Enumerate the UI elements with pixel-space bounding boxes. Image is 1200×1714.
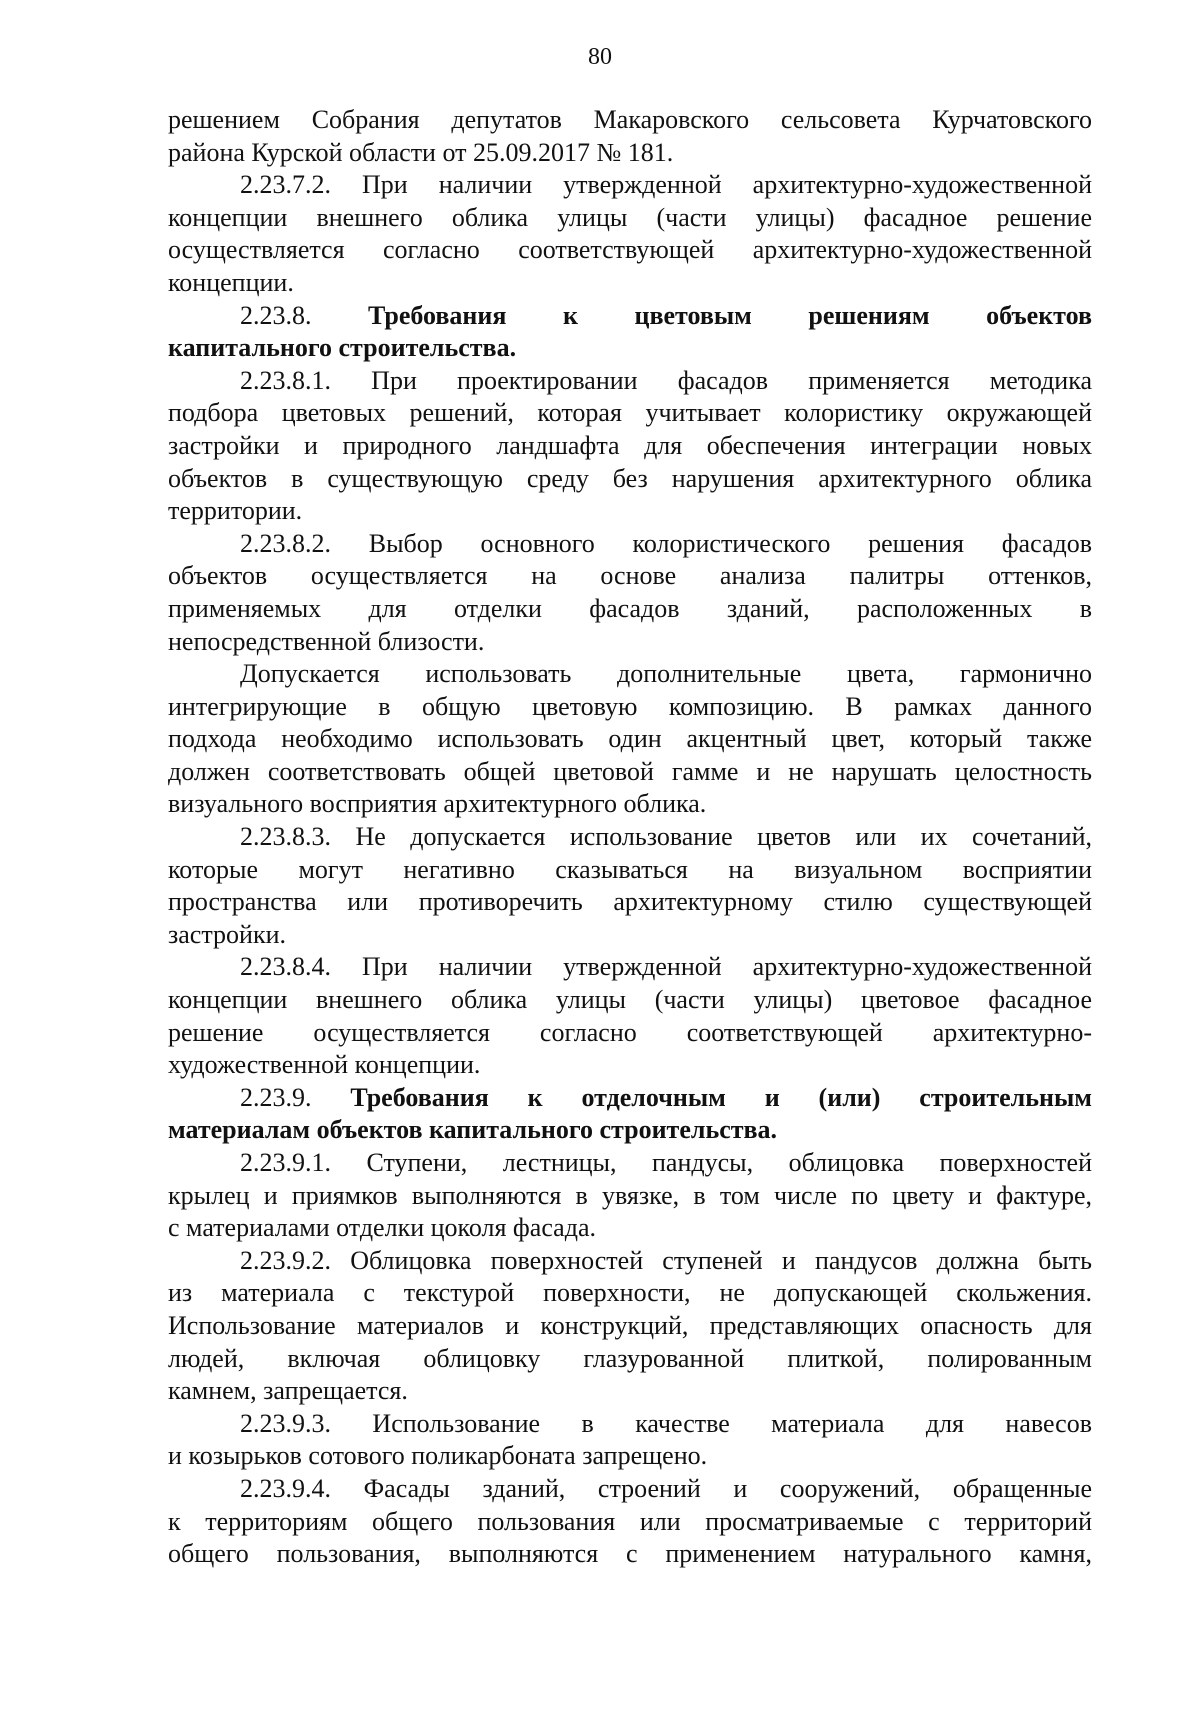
section-number: 2.23.8. (240, 300, 312, 330)
text-line (168, 300, 1092, 333)
section-number: 2.23.9. (240, 1082, 312, 1112)
text-line: осуществляется согласно соответствующей архитектурно-художественной (168, 235, 1092, 265)
text-line: объектов в существующую среду без нарушения архитектурного облика (168, 463, 1092, 493)
text-line: пространства или противоречить архитектурному стилю существующей (168, 887, 1092, 917)
text-line: непосредственной близости. (168, 626, 485, 656)
text-line: применяемых для отделки фасадов зданий, расположенных в (168, 593, 1092, 623)
text-line: 2.23.8.2. Выбор основного колористического решения фасадов (240, 528, 1092, 558)
text-line: подбора цветовых решений, которая учитывает колористику окружающей (168, 398, 1092, 428)
text-line: камнем, запрещается. (168, 1376, 408, 1406)
text-line: концепции внешнего облика улицы (части улицы) цветовое фасадное (168, 985, 1092, 1015)
text-line: и козырьков сотового поликарбоната запрещено. (168, 1441, 708, 1471)
text-line: Использование материалов и конструкций, представляющих опасность для (168, 1310, 1092, 1340)
text-line: крылец и приямков выполняются в увязке, в том числе по цвету и фактуре, (168, 1180, 1092, 1210)
text-line: людей, включая облицовку глазурованной плиткой, полированным (168, 1343, 1092, 1373)
text-line: визуального восприятия архитектурного облика. (168, 789, 707, 819)
text-line: застройки и природного ландшафта для обеспечения интеграции новых (168, 430, 1092, 460)
text-line: решением Собрания депутатов Макаровского сельсовета Курчатовского (168, 105, 1092, 134)
text-line: Допускается использовать дополнительные цвета, гармонично (240, 659, 1092, 689)
text-line: района Курской области от 25.09.2017 № 181. (168, 137, 674, 167)
text-line: должен соответствовать общей цветовой гамме и не нарушать целостность (168, 756, 1092, 786)
text-line: 2.23.7.2. При наличии утвержденной архитектурно-художественной (240, 170, 1092, 200)
text-line: интегрирующие в общую цветовую композицию. В рамках данного (168, 691, 1092, 721)
text-line: объектов осуществляется на основе анализа палитры оттенков, (168, 561, 1092, 591)
text-line: 2.23.8.1. При проектировании фасадов применяется методика (240, 365, 1092, 395)
text-line: подхода необходимо использовать один акцентный цвет, который также (168, 724, 1092, 754)
page-number: 80 (588, 44, 612, 70)
text-line: 2.23.9.4. Фасады зданий, строений и сооружений, обращенные (240, 1473, 1092, 1503)
text-line: из материала с текстурой поверхности, не допускающей скольжения. (168, 1278, 1092, 1308)
text-line: 2.23.8.3. Не допускается использование цветов или их сочетаний, (240, 822, 1092, 852)
text-line: к территориям общего пользования или просматриваемые с территорий (168, 1506, 1092, 1536)
text-line: общего пользования, выполняются с применением натурального камня, (168, 1539, 1092, 1569)
text-line: 2.23.8.4. При наличии утвержденной архитектурно-художественной (240, 952, 1092, 982)
text-line: материалам объектов капитального строительства. (168, 1115, 778, 1145)
section-heading: Требования к отделочным и (или) строительным (311, 1082, 1092, 1112)
text-line: концепции. (168, 267, 294, 297)
text-line: которые могут негативно сказываться на визуальном восприятии (168, 854, 1092, 884)
text-line: застройки. (168, 919, 286, 949)
text-line (168, 1082, 1092, 1115)
section-heading: Требования к цветовым решениям объектов (311, 300, 1092, 330)
text-line: с материалами отделки цоколя фасада. (168, 1213, 596, 1243)
text-line: художественной концепции. (168, 1050, 481, 1080)
text-line: 2.23.9.1. Ступени, лестницы, пандусы, облицовка поверхностей (240, 1148, 1092, 1177)
text-line: 2.23.9.3. Использование в качестве материала для навесов (240, 1408, 1092, 1438)
text-line: решение осуществляется согласно соответствующей архитектурно- (168, 1017, 1092, 1047)
text-line: 2.23.9.2. Облицовка поверхностей ступеней и пандусов должна быть (240, 1245, 1092, 1275)
text-line: концепции внешнего облика улицы (части улицы) фасадное решение (168, 202, 1092, 232)
text-line: территории. (168, 496, 303, 526)
text-line: капитального строительства. (168, 333, 517, 363)
body-text (168, 104, 1092, 1571)
